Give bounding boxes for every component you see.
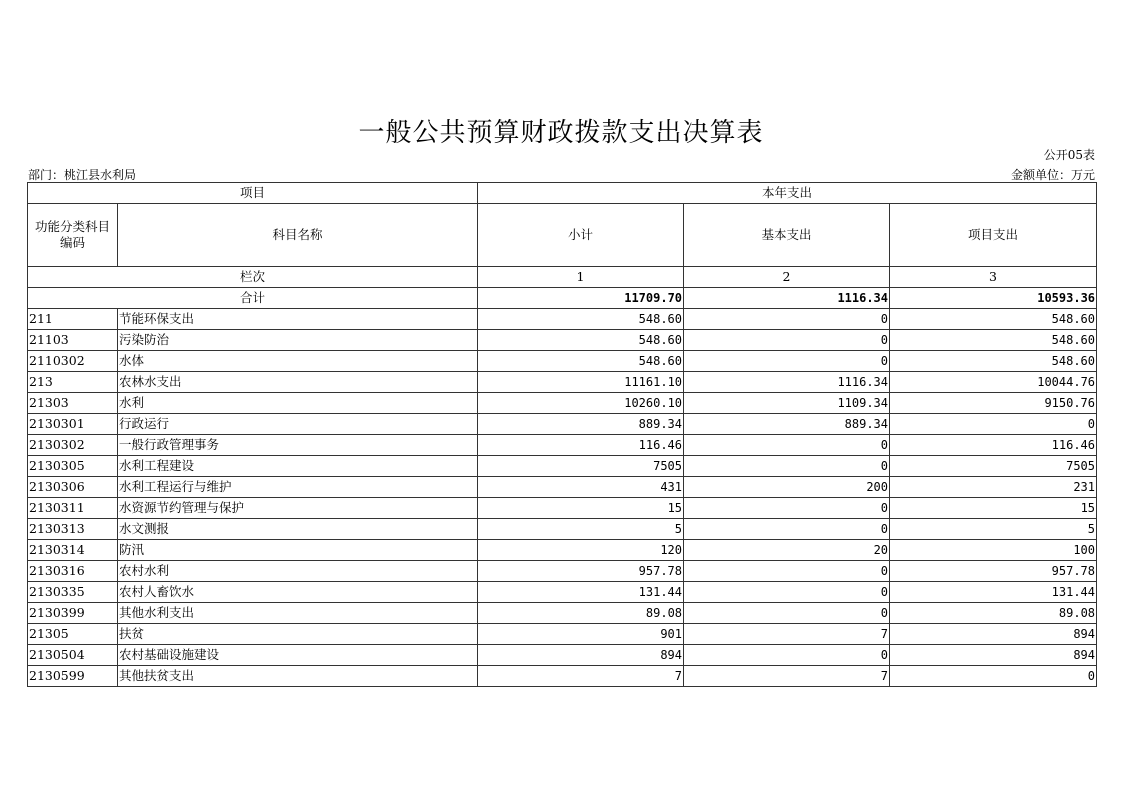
table-row — [28, 477, 1097, 498]
row-basic: 0 — [684, 561, 890, 582]
row-subtotal: 11161.10 — [478, 372, 684, 393]
row-code: 2130306 — [28, 477, 118, 498]
row-name: 农林水支出 — [118, 372, 478, 393]
row-project: 548.60 — [890, 351, 1097, 372]
row-subtotal: 548.60 — [478, 330, 684, 351]
row-name: 水文测报 — [118, 519, 478, 540]
row-project: 0 — [890, 666, 1097, 687]
table-row — [28, 582, 1097, 603]
row-subtotal: 957.78 — [478, 561, 684, 582]
header-row-2 — [28, 204, 1097, 267]
row-basic: 7 — [684, 666, 890, 687]
header-this-year: 本年支出 — [478, 183, 1097, 204]
table-row — [28, 330, 1097, 351]
expenditure-table — [27, 182, 1097, 687]
row-subtotal: 120 — [478, 540, 684, 561]
row-name: 水利 — [118, 393, 478, 414]
col-index-1: 1 — [478, 267, 684, 288]
row-subtotal: 10260.10 — [478, 393, 684, 414]
row-basic: 0 — [684, 582, 890, 603]
row-project: 89.08 — [890, 603, 1097, 624]
row-name: 其他扶贫支出 — [118, 666, 478, 687]
row-name: 污染防治 — [118, 330, 478, 351]
table-row — [28, 498, 1097, 519]
row-code: 2130301 — [28, 414, 118, 435]
row-project: 116.46 — [890, 435, 1097, 456]
row-subtotal: 7 — [478, 666, 684, 687]
row-project: 9150.76 — [890, 393, 1097, 414]
row-basic: 1109.34 — [684, 393, 890, 414]
row-name: 农村水利 — [118, 561, 478, 582]
row-code: 2130316 — [28, 561, 118, 582]
row-basic: 7 — [684, 624, 890, 645]
row-subtotal: 548.60 — [478, 309, 684, 330]
row-name: 水利工程建设 — [118, 456, 478, 477]
table-row — [28, 414, 1097, 435]
row-name: 节能环保支出 — [118, 309, 478, 330]
header-row-1 — [28, 183, 1097, 204]
header-name: 科目名称 — [118, 204, 478, 267]
table-row — [28, 309, 1097, 330]
row-basic: 0 — [684, 519, 890, 540]
row-name: 扶贫 — [118, 624, 478, 645]
row-project: 10044.76 — [890, 372, 1097, 393]
row-code: 2110302 — [28, 351, 118, 372]
table-row — [28, 603, 1097, 624]
row-subtotal: 901 — [478, 624, 684, 645]
row-subtotal: 89.08 — [478, 603, 684, 624]
row-basic: 0 — [684, 498, 890, 519]
row-basic: 0 — [684, 456, 890, 477]
unit-label: 金额单位：万元 — [1010, 168, 1095, 182]
col-index-2: 2 — [684, 267, 890, 288]
table-row — [28, 456, 1097, 477]
row-basic: 0 — [684, 330, 890, 351]
row-name: 防汛 — [118, 540, 478, 561]
table-row — [28, 624, 1097, 645]
row-basic: 0 — [684, 351, 890, 372]
row-subtotal: 548.60 — [478, 351, 684, 372]
row-name: 水体 — [118, 351, 478, 372]
total-project: 10593.36 — [890, 288, 1097, 309]
row-name: 水资源节约管理与保护 — [118, 498, 478, 519]
page-title: 一般公共预算财政拨款支出决算表 — [358, 118, 764, 148]
row-name: 水利工程运行与维护 — [118, 477, 478, 498]
row-name: 农村基础设施建设 — [118, 645, 478, 666]
row-code: 2130335 — [28, 582, 118, 603]
column-index-row — [28, 267, 1097, 288]
row-code: 2130311 — [28, 498, 118, 519]
row-code: 2130399 — [28, 603, 118, 624]
row-basic: 0 — [684, 603, 890, 624]
department-label: 部门：桃江县水利局 — [28, 168, 137, 182]
col-index-3: 3 — [890, 267, 1097, 288]
row-project: 957.78 — [890, 561, 1097, 582]
table-row — [28, 645, 1097, 666]
table-row — [28, 666, 1097, 687]
table-row — [28, 435, 1097, 456]
row-project: 100 — [890, 540, 1097, 561]
row-code: 2130313 — [28, 519, 118, 540]
header-code: 功能分类科目编码 — [28, 204, 118, 267]
row-basic: 20 — [684, 540, 890, 561]
table-row — [28, 351, 1097, 372]
row-project: 5 — [890, 519, 1097, 540]
row-basic: 889.34 — [684, 414, 890, 435]
row-code: 21103 — [28, 330, 118, 351]
row-basic: 0 — [684, 435, 890, 456]
row-project: 894 — [890, 624, 1097, 645]
row-code: 2130302 — [28, 435, 118, 456]
row-project: 0 — [890, 414, 1097, 435]
row-project: 548.60 — [890, 330, 1097, 351]
total-subtotal: 11709.70 — [478, 288, 684, 309]
header-project-expense: 项目支出 — [890, 204, 1097, 267]
row-subtotal: 431 — [478, 477, 684, 498]
row-project: 15 — [890, 498, 1097, 519]
row-project: 131.44 — [890, 582, 1097, 603]
header-project: 项目 — [28, 183, 478, 204]
row-code: 21305 — [28, 624, 118, 645]
table-row — [28, 561, 1097, 582]
row-basic: 200 — [684, 477, 890, 498]
table-row — [28, 372, 1097, 393]
table-code: 公开05表 — [1043, 148, 1095, 162]
row-subtotal: 15 — [478, 498, 684, 519]
row-project: 894 — [890, 645, 1097, 666]
row-subtotal: 131.44 — [478, 582, 684, 603]
row-code: 213 — [28, 372, 118, 393]
row-code: 21303 — [28, 393, 118, 414]
row-name: 行政运行 — [118, 414, 478, 435]
row-code: 2130305 — [28, 456, 118, 477]
row-subtotal: 889.34 — [478, 414, 684, 435]
row-project: 7505 — [890, 456, 1097, 477]
row-code: 2130504 — [28, 645, 118, 666]
row-subtotal: 7505 — [478, 456, 684, 477]
row-code: 2130314 — [28, 540, 118, 561]
table-row — [28, 519, 1097, 540]
table-row — [28, 540, 1097, 561]
header-subtotal: 小计 — [478, 204, 684, 267]
row-subtotal: 5 — [478, 519, 684, 540]
row-subtotal: 894 — [478, 645, 684, 666]
row-basic: 1116.34 — [684, 372, 890, 393]
table-row — [28, 393, 1097, 414]
row-code: 2130599 — [28, 666, 118, 687]
header-basic: 基本支出 — [684, 204, 890, 267]
row-name: 一般行政管理事务 — [118, 435, 478, 456]
row-project: 548.60 — [890, 309, 1097, 330]
row-basic: 0 — [684, 645, 890, 666]
total-label: 合计 — [28, 288, 478, 309]
row-name: 农村人畜饮水 — [118, 582, 478, 603]
total-row — [28, 288, 1097, 309]
row-basic: 0 — [684, 309, 890, 330]
row-code: 211 — [28, 309, 118, 330]
row-name: 其他水利支出 — [118, 603, 478, 624]
row-label: 栏次 — [28, 267, 478, 288]
total-basic: 1116.34 — [684, 288, 890, 309]
row-subtotal: 116.46 — [478, 435, 684, 456]
row-project: 231 — [890, 477, 1097, 498]
